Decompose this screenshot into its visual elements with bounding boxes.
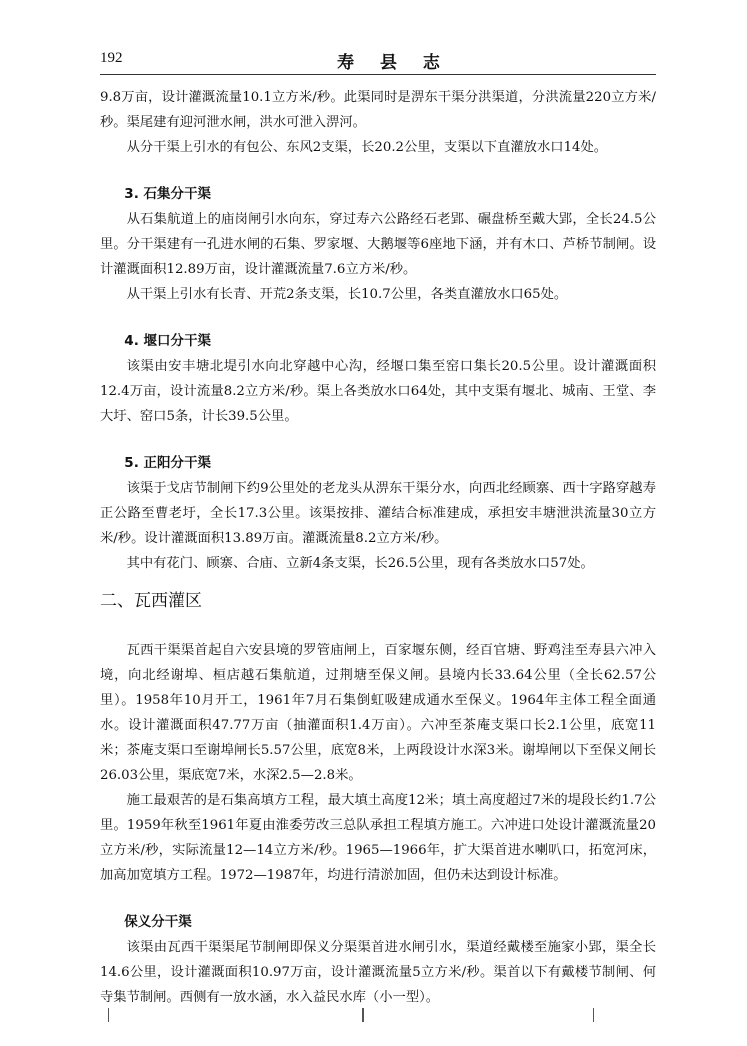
paragraph: 从石集航道上的庙岗闸引水向东，穿过寿六公路经石老郢、碾盘桥至戴大郢，全长24.5公里。分干渠建有一孔进水闸的石集、罗家堰、大鹅堰等6座地下涵，并有木口、芦桥节制闸。设计灌溉面积12.89万亩，设计灌溉流量7.6立方米/秒。 xyxy=(100,212,656,277)
section-heading-waxi: 二、瓦西灌区 xyxy=(100,591,202,611)
paragraph: 从干渠上引水有长青、开荒2条支渠，长10.7公里，各类直灌放水口65处。 xyxy=(126,287,568,302)
page-number: 192 xyxy=(100,50,123,66)
spacer xyxy=(100,160,656,182)
scan-mark-center xyxy=(362,1008,364,1022)
paragraph: 从分干渠上引水的有包公、东风2支渠，长20.2公里，支渠以下直灌放水口14处。 xyxy=(126,140,608,155)
subsection-heading-baoyi: 保义分干渠 xyxy=(124,914,192,930)
scan-mark-left xyxy=(108,1008,109,1022)
paragraph: 施工最艰苦的是石集高填方工程，最大填土高度12米；填土高度超过7米的堤段长约1.7公里。1959年秋至1961年夏由淮委劳改三总队承担工程填方施工。六冲进口处设计灌溉流量20立方米/秒，实际流量12—14立方米/秒。1965—1966年，扩大渠首进水喇叭口，拓宽河床，加高加宽填方工程。1972—1987年，均进行清淤加固，但仍未达到设计标准。 xyxy=(100,793,656,883)
spacer xyxy=(100,888,656,910)
paragraph: 其中有花门、顾寨、合庙、立新4条支渠，长26.5公里，现有各类放水口57处。 xyxy=(126,556,594,571)
subsection-heading-yankou: 4. 堰口分干渠 xyxy=(124,333,212,349)
page-body xyxy=(100,85,656,1010)
paragraph: 该渠由瓦西干渠渠尾节制闸即保义分渠渠首进水闸引水，渠道经戴楼至施家小郢，渠全长14.6公里，设计灌溉面积10.97万亩，设计灌溉流量5立方米/秒。渠首以下有戴楼节制闸、何寺集节制闸。西侧有一放水涵，水入益民水库（小一型）。 xyxy=(100,940,656,1005)
paragraph: 9.8万亩，设计灌溉流量10.1立方米/秒。此渠同时是淠东干渠分洪渠道，分洪流量220立方米/秒。渠尾建有迎河泄水闸，洪水可泄入淠河。 xyxy=(100,90,656,130)
subsection-heading-zhengyang: 5. 正阳分干渠 xyxy=(124,455,212,471)
scan-mark-right xyxy=(593,1008,594,1022)
subsection-heading-shiji: 3. 石集分干渠 xyxy=(124,186,212,202)
spacer xyxy=(100,429,656,451)
paragraph: 该渠于戈店节制闸下约9公里处的老龙头从淠东干渠分水，向西北经顾寨、西十字路穿越寿正公路至曹老圩，全长17.3公里。该渠按排、灌结合标准建成，承担安丰塘泄洪流量30立方米/秒。设计灌溉面积13.89万亩。灌溉流量8.2立方米/秒。 xyxy=(100,481,656,546)
paragraph: 瓦西干渠渠首起自六安县境的罗管庙闸上，百家堰东侧，经百官塘、野鸡洼至寿县六冲入境，向北经谢埠、桓店越石集航道，过荆塘至保义闸。县境内长33.64公里（全长62.57公里）。1958年10月开工，1961年7月石集倒虹吸建成通水至保义。1964年主体工程全面通水。设计灌溉面积47.77万亩（抽灌面积1.4万亩）。六冲至茶庵支渠口长2.1公里，底宽11米；茶庵支渠口至谢埠闸长5.57公里，底宽8米，上两段设计水深3米。谢埠闸以下至保义闸长26.03公里，渠底宽7米，水深2.5—2.8米。 xyxy=(100,643,656,783)
running-title: 寿 县 志 xyxy=(337,53,450,73)
paragraph: 该渠由安丰塘北堤引水向北穿越中心沟，经堰口集至窑口集长20.5公里。设计灌溉面积12.4万亩，设计流量8.2立方米/秒。渠上各类放水口64处，其中支渠有堰北、城南、王堂、李大圩、窑口5条，计长39.5公里。 xyxy=(100,359,656,424)
spacer xyxy=(100,307,656,329)
header-rule xyxy=(100,74,656,75)
